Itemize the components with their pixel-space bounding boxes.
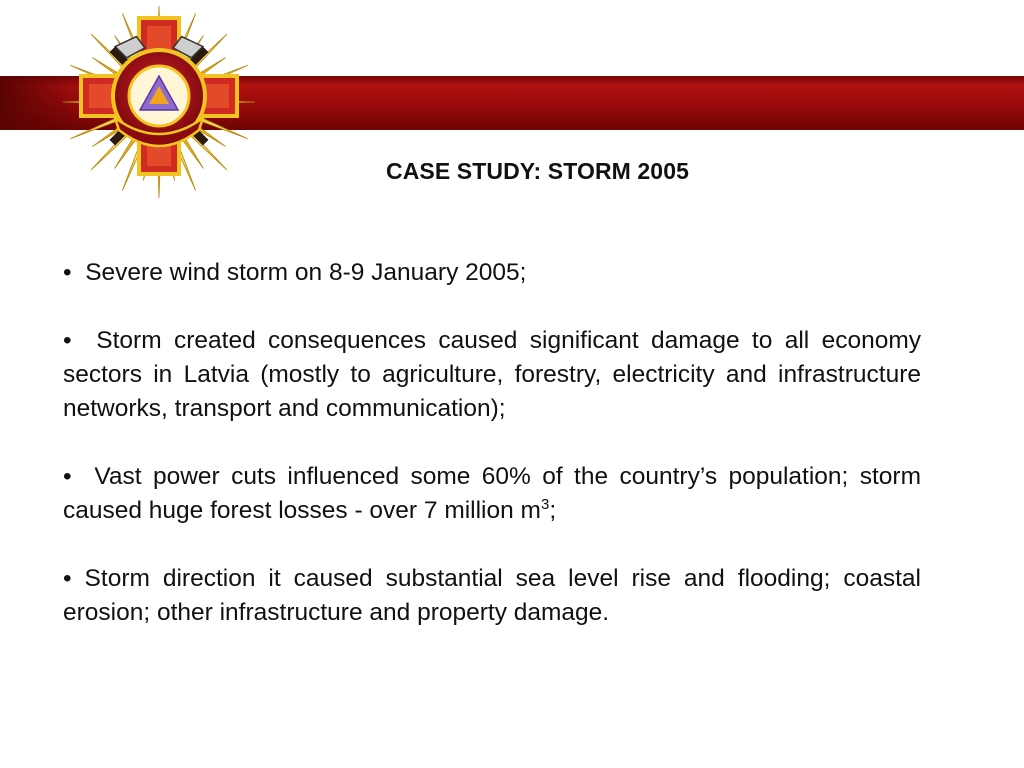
bullet-marker: • — [63, 463, 72, 490]
bullet-item — [63, 460, 921, 528]
bullet-item — [63, 562, 921, 630]
bullet-list — [63, 256, 921, 664]
bullet-text: Storm direction it caused substantial sea level rise and flooding; coastal erosion; other infrastructure and property damage. — [63, 565, 921, 626]
fire-rescue-emblem — [56, 4, 262, 200]
bullet-marker: • — [63, 565, 72, 592]
bullet-text: Severe wind storm on 8-9 January 2005; — [85, 259, 527, 286]
slide-title: CASE STUDY: STORM 2005 — [386, 158, 689, 184]
bullet-item — [63, 256, 921, 290]
bullet-text: Storm created consequences caused significant damage to all economy sectors in Latvia (mostly to agriculture, forestry, electricity and infrastructure networks, transport and communication); — [63, 327, 921, 422]
bullet-marker: • — [63, 327, 72, 354]
bullet-item — [63, 324, 921, 426]
superscript-exponent: 3 — [540, 496, 550, 513]
emblem-medallion — [113, 50, 205, 146]
bullet-text-suffix: ; — [549, 497, 557, 524]
bullet-marker: • — [63, 259, 72, 286]
bullet-text: Vast power cuts influenced some 60% of the country’s population; storm caused huge forest losses - over 7 million m — [63, 463, 921, 524]
